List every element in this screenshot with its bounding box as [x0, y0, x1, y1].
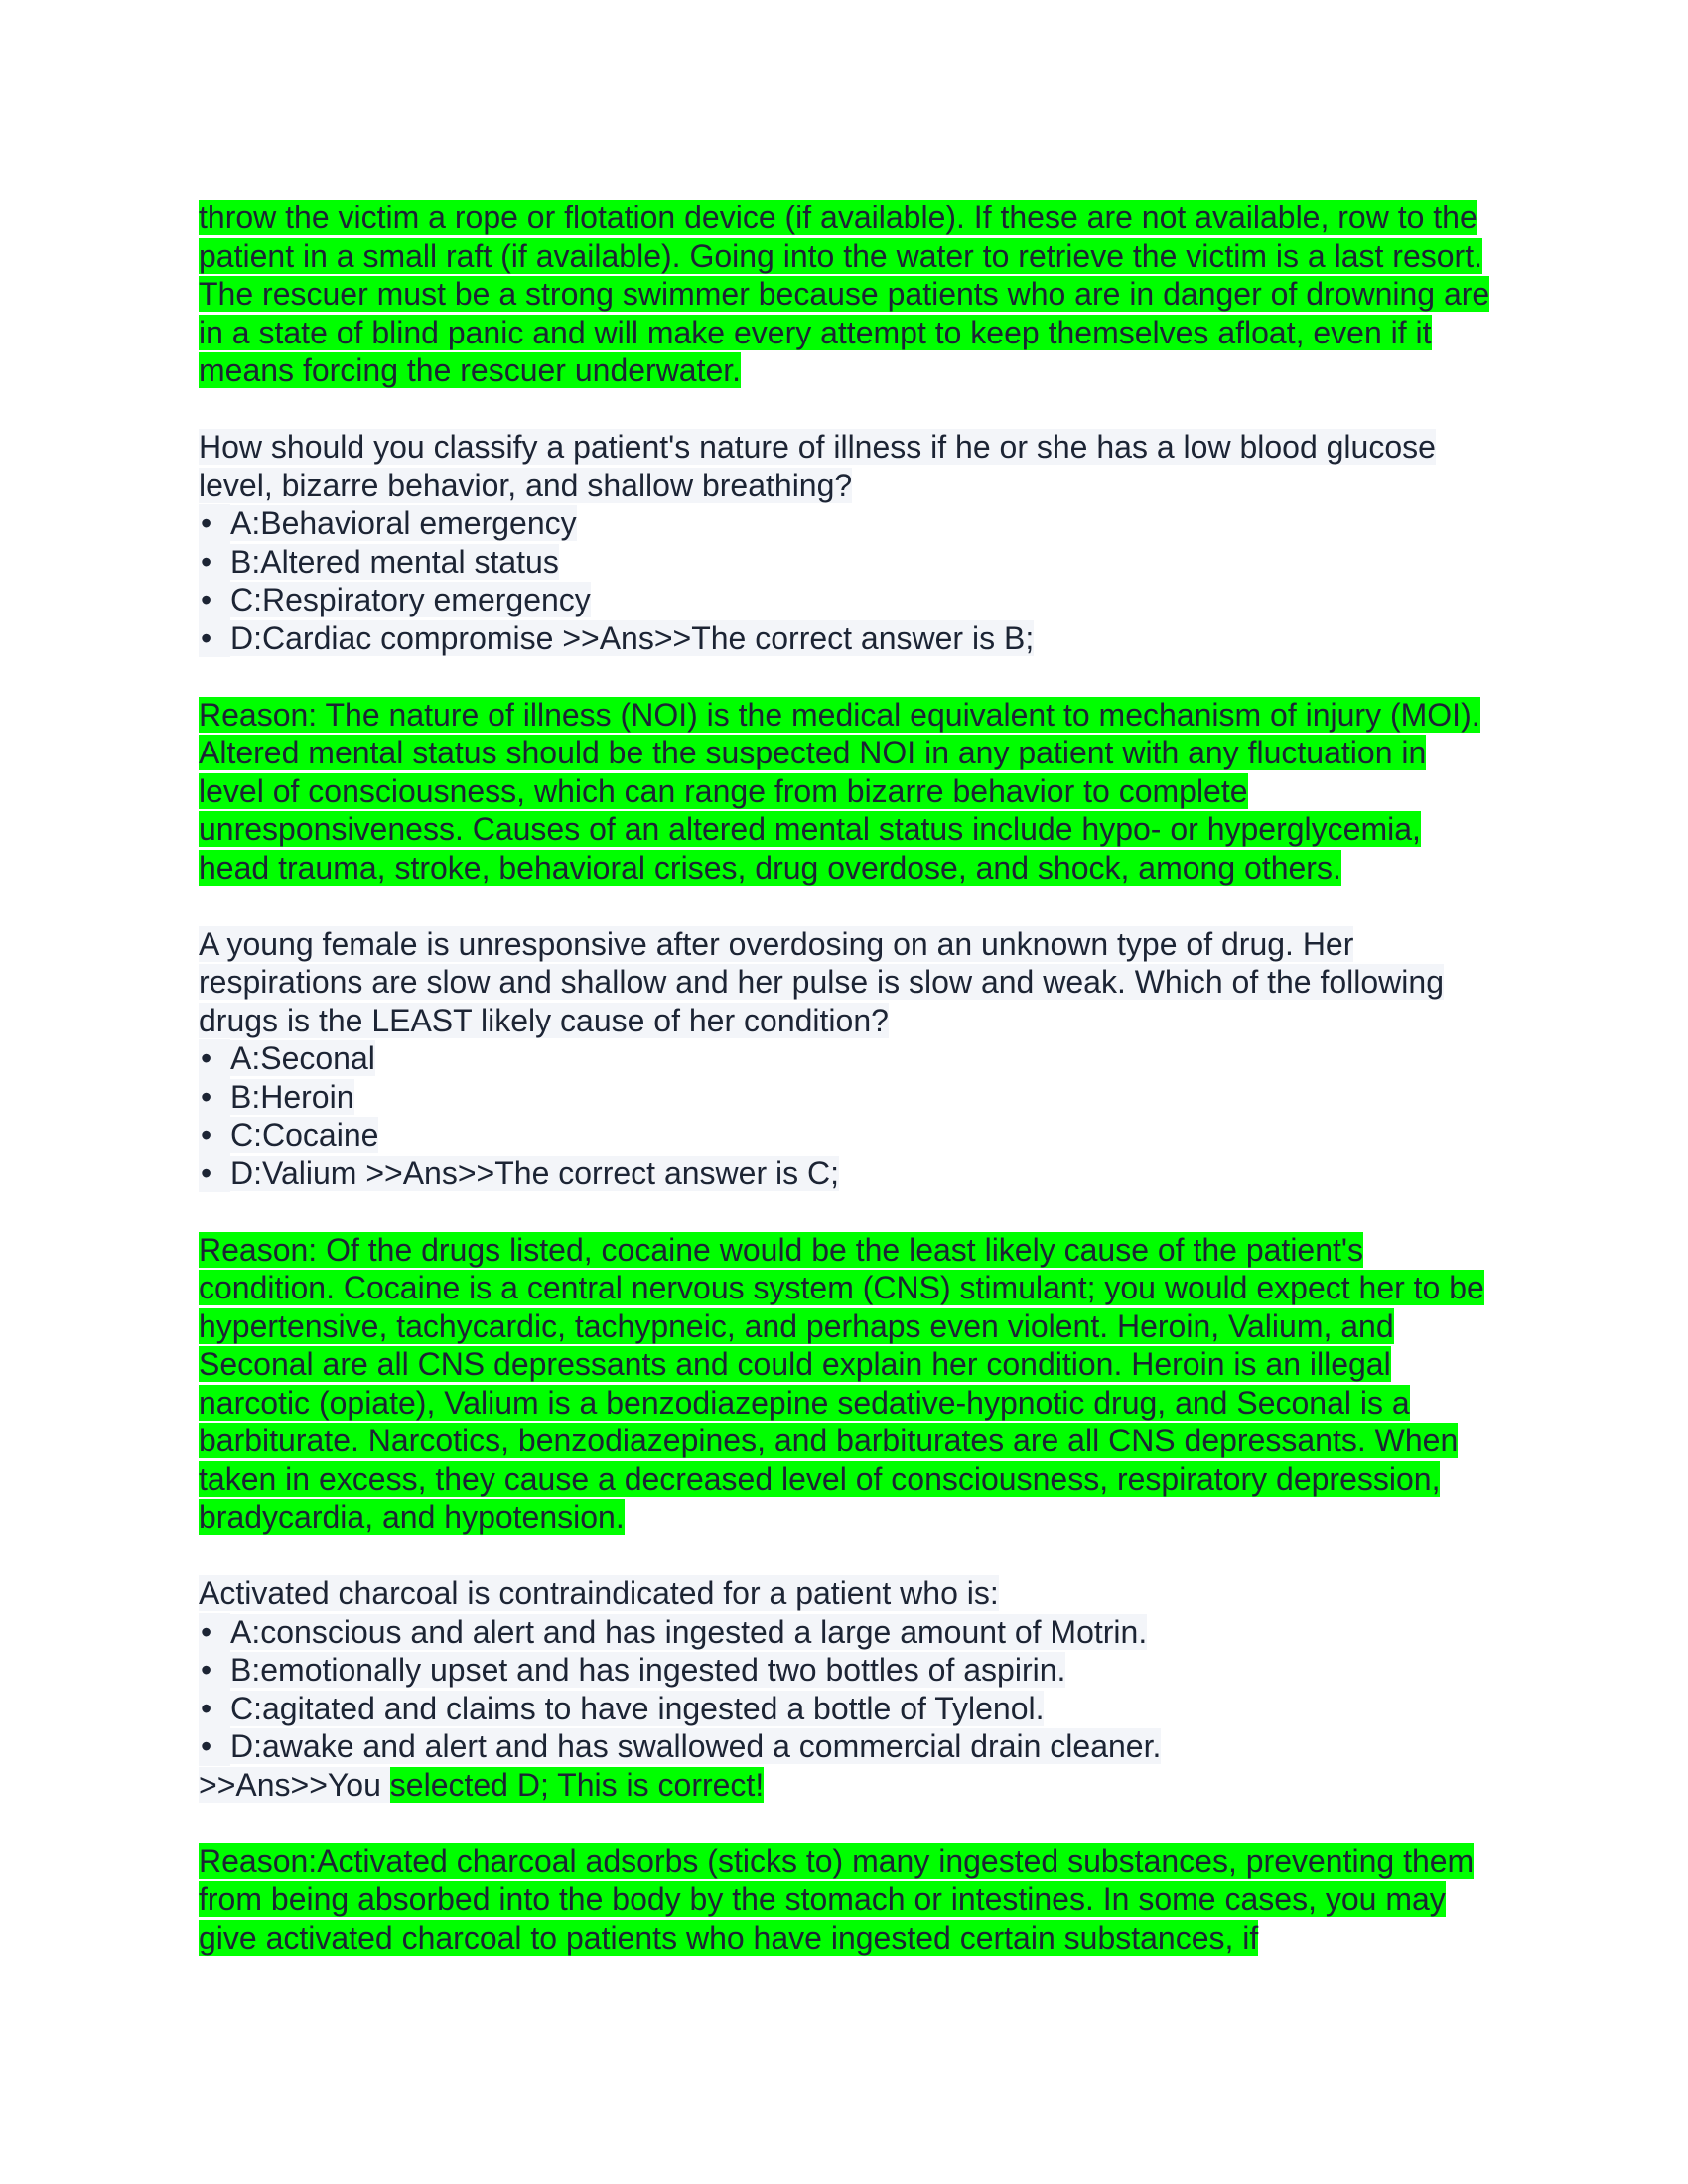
bullet-icon: •	[199, 581, 230, 619]
answer-prefix: >>Ans>>You	[199, 1766, 390, 1803]
reason-paragraph-rescue	[199, 199, 1499, 390]
option-text: D:Cardiac compromise >>Ans>>The correct answer is B;	[230, 619, 1035, 656]
option-b	[199, 543, 1499, 582]
reason-paragraph-noi	[199, 696, 1499, 887]
question-stem	[199, 1574, 1499, 1613]
reason-text: Reason: The nature of illness (NOI) is the medical equivalent to mechanism of injury (MOI). Altered mental status should be the suspected NOI in any patient with any fluctuation in level of consciousness, which can range from bizarre behavior to complete unresponsiveness. Causes of an altered mental status include hypo- or hyperglycemia, head trauma, stroke, behavioral crises, drug overdose, and shock, among others.	[199, 696, 1480, 886]
bullet-icon: •	[199, 1155, 230, 1193]
option-d	[199, 1727, 1499, 1766]
option-text: C:agitated and claims to have ingested a bottle of Tylenol.	[230, 1690, 1045, 1726]
option-a	[199, 1613, 1499, 1652]
option-a	[199, 504, 1499, 543]
reason-paragraph-charcoal	[199, 1843, 1499, 1958]
option-text: D:awake and alert and has swallowed a commercial drain cleaner.	[230, 1728, 1162, 1764]
option-text: A:Seconal	[230, 1040, 375, 1076]
question-stem	[199, 428, 1499, 504]
bullet-icon: •	[199, 504, 230, 543]
option-text: A:conscious and alert and has ingested a large amount of Motrin.	[230, 1613, 1148, 1650]
reason-paragraph-cocaine	[199, 1231, 1499, 1537]
bullet-icon: •	[199, 543, 230, 582]
option-text: C:Respiratory emergency	[230, 582, 591, 617]
question-stem	[199, 925, 1499, 1040]
option-list	[199, 1039, 1499, 1192]
bullet-icon: •	[199, 1078, 230, 1117]
option-b	[199, 1078, 1499, 1117]
option-text: B:Heroin	[230, 1078, 354, 1115]
option-b	[199, 1651, 1499, 1690]
question-block-noi	[199, 428, 1499, 657]
option-d	[199, 1155, 1499, 1193]
bullet-icon: •	[199, 1690, 230, 1728]
option-text: A:Behavioral emergency	[230, 505, 577, 541]
option-c	[199, 581, 1499, 619]
answer-highlight: selected D; This is correct!	[389, 1766, 765, 1803]
option-list	[199, 1613, 1499, 1766]
question-block-overdose	[199, 925, 1499, 1193]
question-stem-text: A young female is unresponsive after overdosing on an unknown type of drug. Her respirations are slow and shallow and her pulse is slow and weak. Which of the following drugs is the LEAST likely cause of her condition?	[199, 925, 1444, 1038]
question-block-charcoal	[199, 1574, 1499, 1804]
option-text: C:Cocaine	[230, 1117, 379, 1153]
option-text: B:Altered mental status	[230, 543, 559, 580]
answer-line	[199, 1766, 1499, 1805]
bullet-icon: •	[199, 1613, 230, 1652]
bullet-icon: •	[199, 1039, 230, 1078]
option-text: D:Valium >>Ans>>The correct answer is C;	[230, 1155, 839, 1191]
bullet-icon: •	[199, 1727, 230, 1766]
reason-text: throw the victim a rope or flotation device (if available). If these are not available, row to the patient in a small raft (if available). Going into the water to retrieve the victim is a last resort. The rescuer must be a strong swimmer because patients who are in danger of drowning are in a state of blind panic and will make every attempt to keep themselves afloat, even if it means forcing the rescuer underwater.	[199, 200, 1490, 388]
question-stem-text: How should you classify a patient's nature of illness if he or she has a low blood glucose level, bizarre behavior, and shallow breathing?	[199, 429, 1436, 503]
reason-text: Reason: Of the drugs listed, cocaine would be the least likely cause of the patient's condition. Cocaine is a central nervous system (CNS) stimulant; you would expect her to be hypertensive, tachycardic, tachypneic, and perhaps even violent. Heroin, Valium, and Seconal are all CNS depressants and could explain her condition. Heroin is an illegal narcotic (opiate), Valium is a benzodiazepine sedative-hypnotic drug, and Seconal is a barbiturate. Narcotics, benzodiazepines, and barbiturates are all CNS depressants. When taken in excess, they cause a decreased level of consciousness, respiratory depression, bradycardia, and hypotension.	[199, 1231, 1484, 1535]
bullet-icon: •	[199, 1651, 230, 1690]
question-stem-text: Activated charcoal is contraindicated for a patient who is:	[199, 1575, 999, 1611]
bullet-icon: •	[199, 619, 230, 658]
option-text: B:emotionally upset and has ingested two bottles of aspirin.	[230, 1652, 1066, 1688]
option-c	[199, 1116, 1499, 1155]
reason-text: Reason:Activated charcoal adsorbs (sticks to) many ingested substances, preventing them from being absorbed into the body by the stomach or intestines. In some cases, you may give activated charcoal to patients who have ingested certain substances, if	[199, 1843, 1475, 1956]
option-d	[199, 619, 1499, 658]
document-page	[199, 199, 1499, 1995]
option-list	[199, 504, 1499, 657]
option-a	[199, 1039, 1499, 1078]
option-c	[199, 1690, 1499, 1728]
bullet-icon: •	[199, 1116, 230, 1155]
